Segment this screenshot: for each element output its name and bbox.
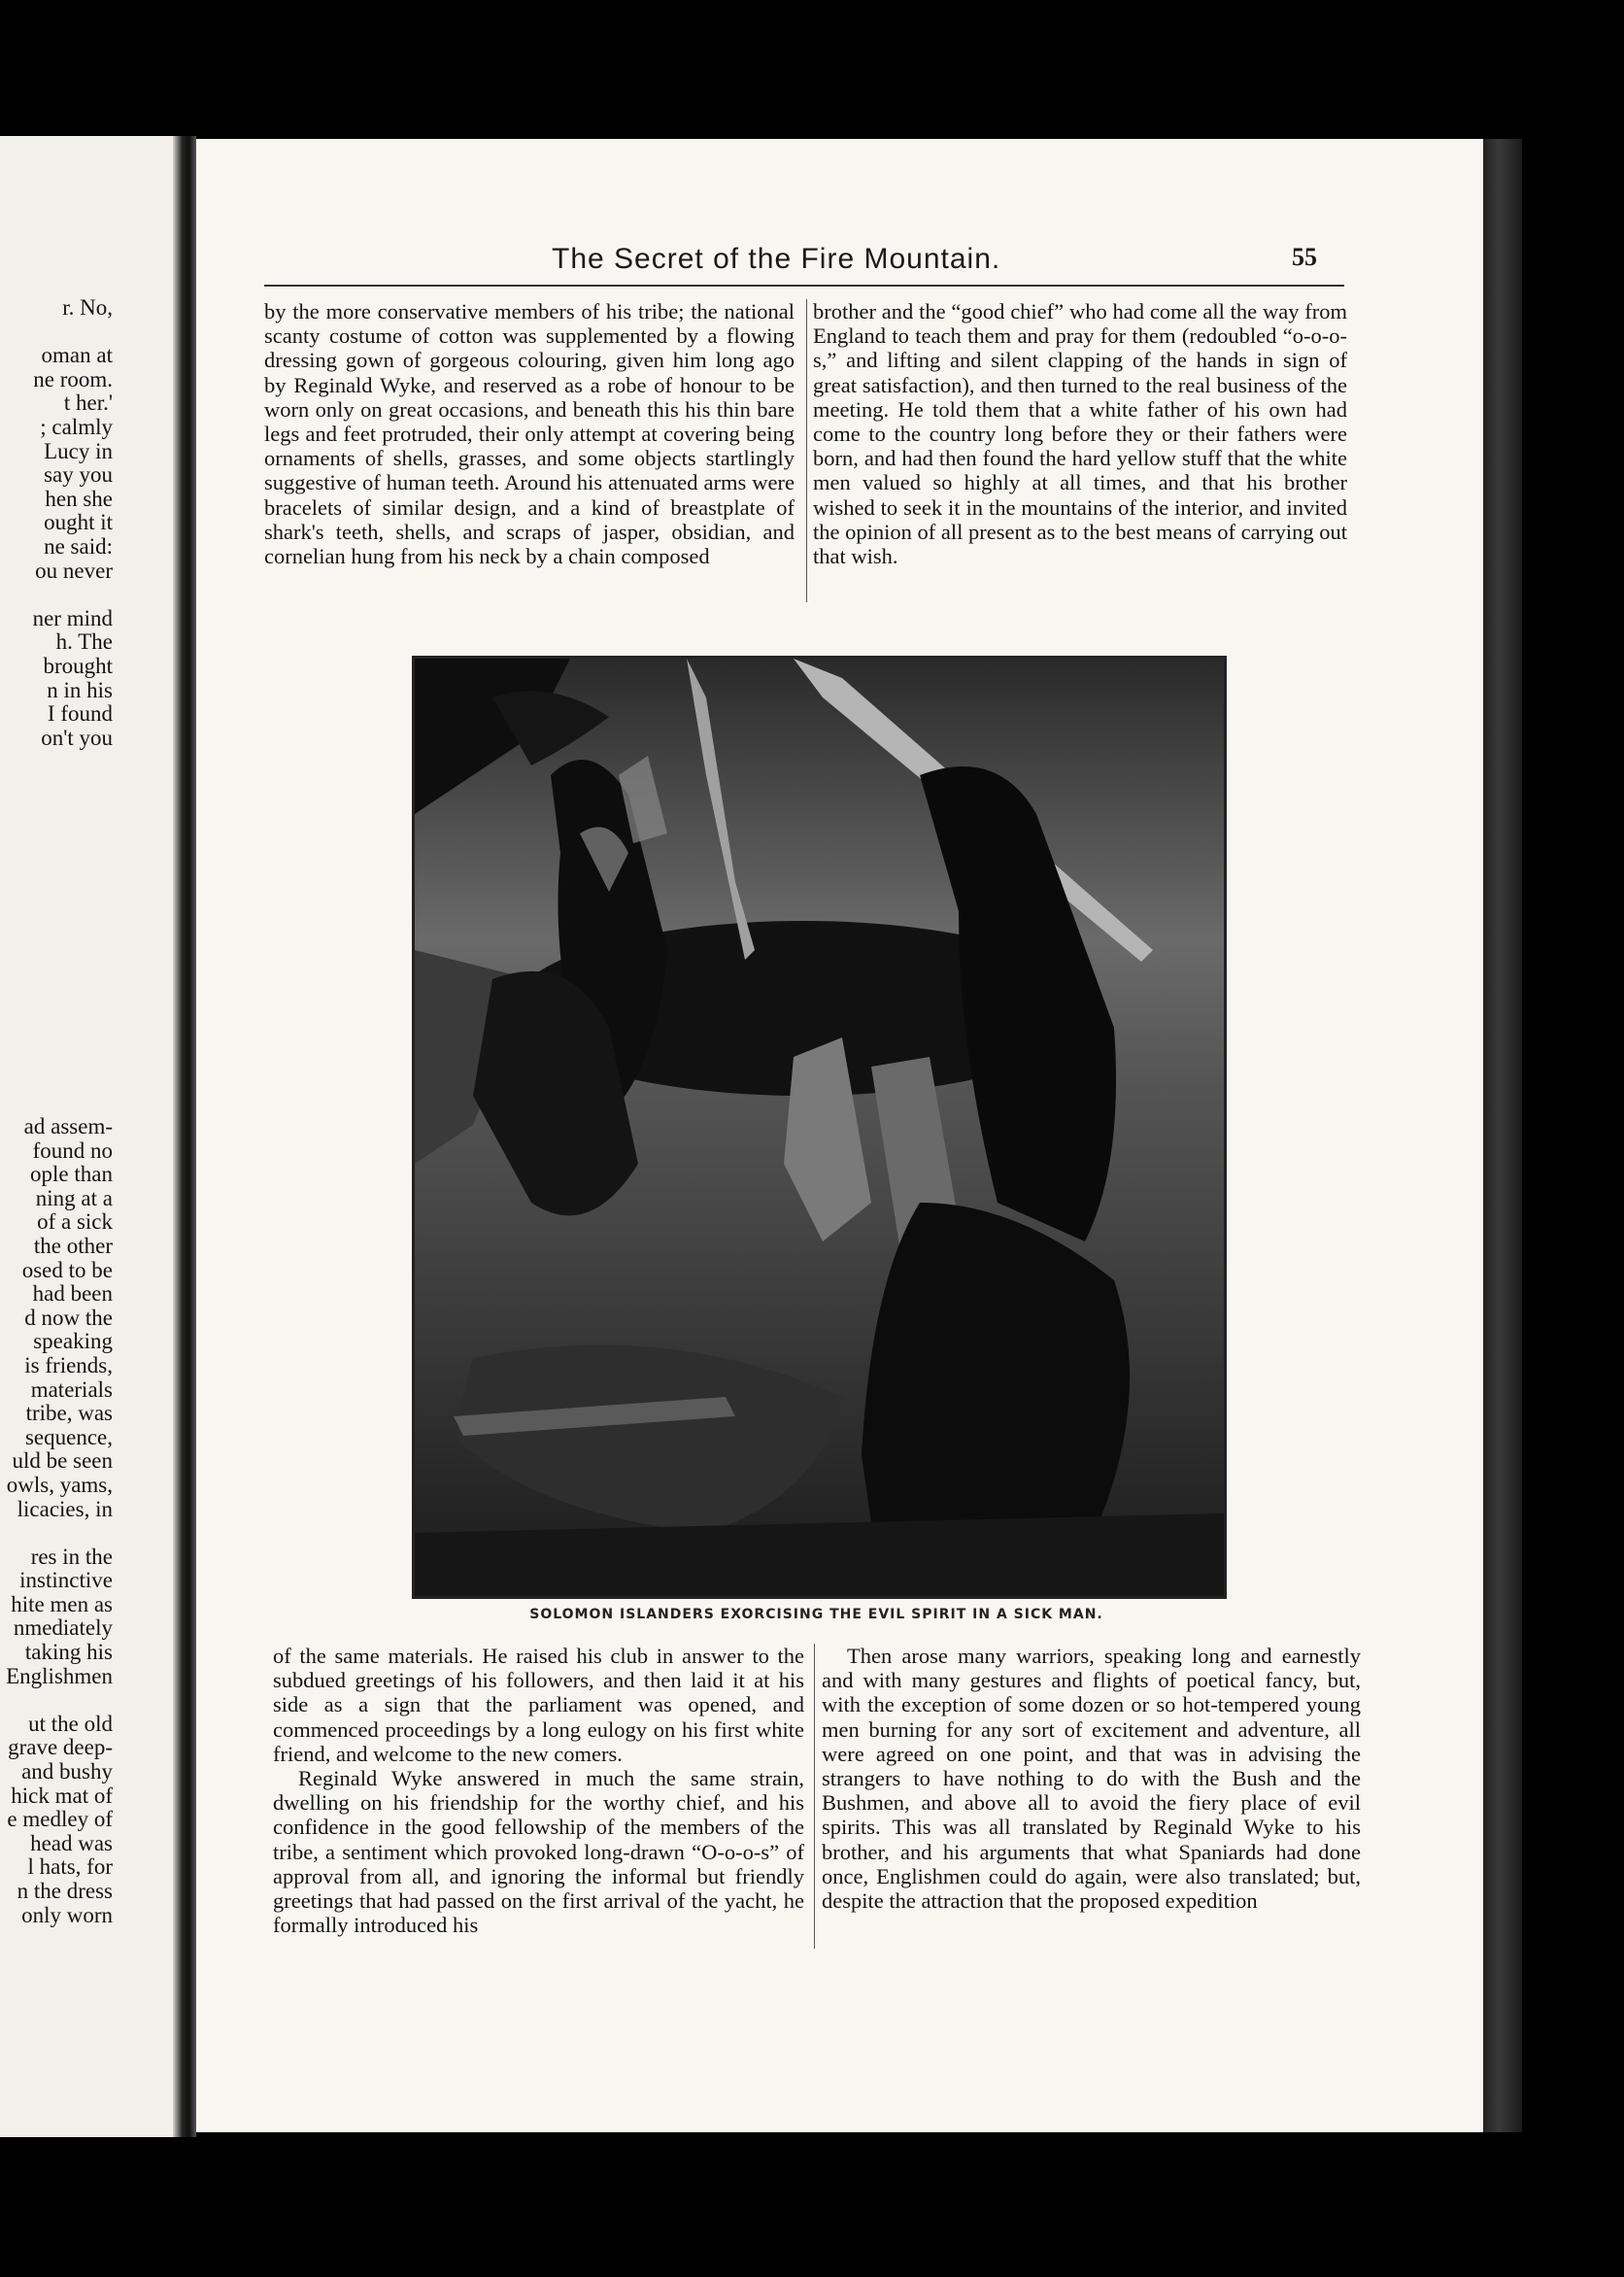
left-page-line: ning at a [35, 1186, 113, 1210]
left-page-line: grave deep- [8, 1736, 113, 1760]
left-page-line: on't you [41, 726, 113, 750]
left-page-line: licacies, in [17, 1497, 113, 1521]
running-head-title: The Secret of the Fire Mountain. [552, 243, 1001, 275]
left-page-line: t her.' [63, 391, 113, 416]
column-rule-top [806, 299, 807, 602]
left-page-line: ought it [44, 511, 113, 535]
paragraph: Reginald Wyke answered in much the same strain, dwelling on his friendship for the worthy chief, and his confidence in the good fellowship of the members of the tribe, a sentiment which provoked long-drawn “O-o-o-s” of approval from all, and ignoring the informal but friendly greetings that had passed on the first arrival of the yacht, he formally introduced his [273, 1766, 804, 1938]
top-right-column [813, 299, 1347, 568]
paragraph: by the more conservative members of his tribe; the national scanty costume of cotton was supplemented by a flowing dressing gown of gorgeous colouring, given him long ago by Reginald Wyke, and reserved as a robe of honour to be worn only on great occasions, and beneath this his thin bare legs and feet protruded, their only attempt at covering being ornaments of shells, grasses, and some objects startlingly suggestive of human teeth. Around his attenuated arms were bracelets of similar design, and a kind of breastplate of shark's teeth, shells, and scraps of jasper, obsidian, and cornelian hung from his neck by a chain composed [264, 299, 795, 569]
paragraph: brother and the “good chief” who had come all the way from England to teach them and pray for them (redoubled “o-o-o-s,” and lifting and silent clapping of the hands in sign of great satisfaction), and then turned to the real business of the meeting. He told them that a white father of his own had come to the country long before they or their fathers were born, and had then found the hard yellow stuff that the white men valued so highly at all times, and that his brother wished to seek it in the mountains of the interior, and invited the opinion of all present as to the best means of carrying out that wish. [813, 299, 1347, 569]
left-page-line: n the dress [17, 1880, 113, 1903]
book-binding-edge [1483, 139, 1522, 2132]
left-page-line: ad assem- [23, 1115, 113, 1138]
header-rule [264, 285, 1344, 287]
left-page-line: Englishmen [6, 1664, 113, 1688]
left-page-line [0, 321, 113, 345]
left-page-line: is friends, [24, 1353, 113, 1377]
left-page-line: sequence, [24, 1425, 113, 1449]
left-page-line: found no [32, 1138, 113, 1163]
left-page-line: uld be seen [12, 1449, 113, 1474]
left-page-line: n in his [47, 678, 113, 702]
engraving-image [415, 659, 1224, 1596]
left-page-line: osed to be [21, 1258, 113, 1282]
column-rule-bottom [814, 1644, 815, 1949]
left-page-line [0, 1521, 113, 1546]
left-page-line: hen she [45, 487, 113, 511]
left-page-line: res in the [30, 1545, 113, 1569]
left-page-line: only worn [21, 1903, 113, 1927]
paragraph: of the same materials. He raised his club in answer to the subdued greetings of his followers, and then laid it at his side as a sign that the parliament was opened, and commenced proceedings by a long eulogy on his first white friend, and welcome to the new comers. [273, 1644, 804, 1766]
left-page-line: ople than [30, 1163, 113, 1187]
left-page-line: ut the old [28, 1712, 113, 1736]
left-page-line: taking his [24, 1641, 113, 1665]
left-page-line: of a sick [37, 1210, 113, 1235]
left-page-line: nmediately [13, 1616, 113, 1641]
left-page-line: had been [32, 1282, 113, 1307]
top-left-column [264, 299, 795, 568]
left-page-line: d now the [24, 1306, 113, 1330]
left-page-line: I found [47, 702, 113, 727]
left-page-line: ; calmly [40, 415, 113, 439]
left-page-line: e medley of [7, 1808, 113, 1832]
left-page-line: ner mind [32, 606, 113, 630]
left-page-line: and bushy [21, 1760, 113, 1784]
left-page-line: owls, yams, [6, 1473, 113, 1497]
left-page-line: brought [43, 654, 113, 678]
left-page-line: h. The [55, 630, 113, 655]
left-page-line: Lucy in [44, 439, 113, 463]
left-page-fragment-bottom [0, 1115, 113, 1927]
left-page-line: head was [30, 1831, 113, 1855]
left-page-line: ou never [35, 559, 113, 583]
left-page-line: tribe, was [25, 1402, 113, 1426]
left-page-line: materials [30, 1377, 113, 1402]
bottom-right-column [822, 1644, 1361, 1913]
illustration-caption: SOLOMON ISLANDERS EXORCISING THE EVIL SPIRIT IN A SICK MAN. [529, 1607, 1103, 1622]
left-page-line: ne room. [33, 367, 113, 391]
left-page-line: speaking [33, 1330, 113, 1354]
left-page-fragment-top [0, 296, 113, 750]
left-page-line: the other [33, 1234, 113, 1258]
left-page-line: instinctive [19, 1569, 113, 1593]
illustration-solomon-islanders [412, 656, 1227, 1599]
left-page-line [0, 1688, 113, 1713]
bottom-left-column [273, 1644, 804, 1937]
left-page-line [0, 583, 113, 607]
left-page-line: l hats, for [27, 1855, 113, 1880]
page-number: 55 [1292, 243, 1317, 271]
page-gutter [173, 136, 196, 2137]
left-page-line: r. No, [62, 296, 113, 320]
left-page-line: say you [44, 463, 113, 488]
left-page-line: oman at [41, 344, 113, 368]
paragraph: Then arose many warriors, speaking long and earnestly and with many gestures and flights of poetical fancy, but, with the exception of some dozen or so hot-tempered young men burning for any sort of excitement and adventure, all were agreed on one point, and that was in advising the strangers to have nothing to do with the Bush and the Bushmen, and above all to avoid the fiery place of evil spirits. This was all translated by Reginald Wyke to his brother, and his arguments that what Spaniards had done once, Englishmen could do again, were also translated; but, despite the attraction that the proposed expedition [822, 1644, 1361, 1914]
left-page-line: ne said: [44, 534, 113, 559]
left-page-line: hite men as [11, 1592, 113, 1616]
left-page-line: hick mat of [11, 1784, 113, 1808]
